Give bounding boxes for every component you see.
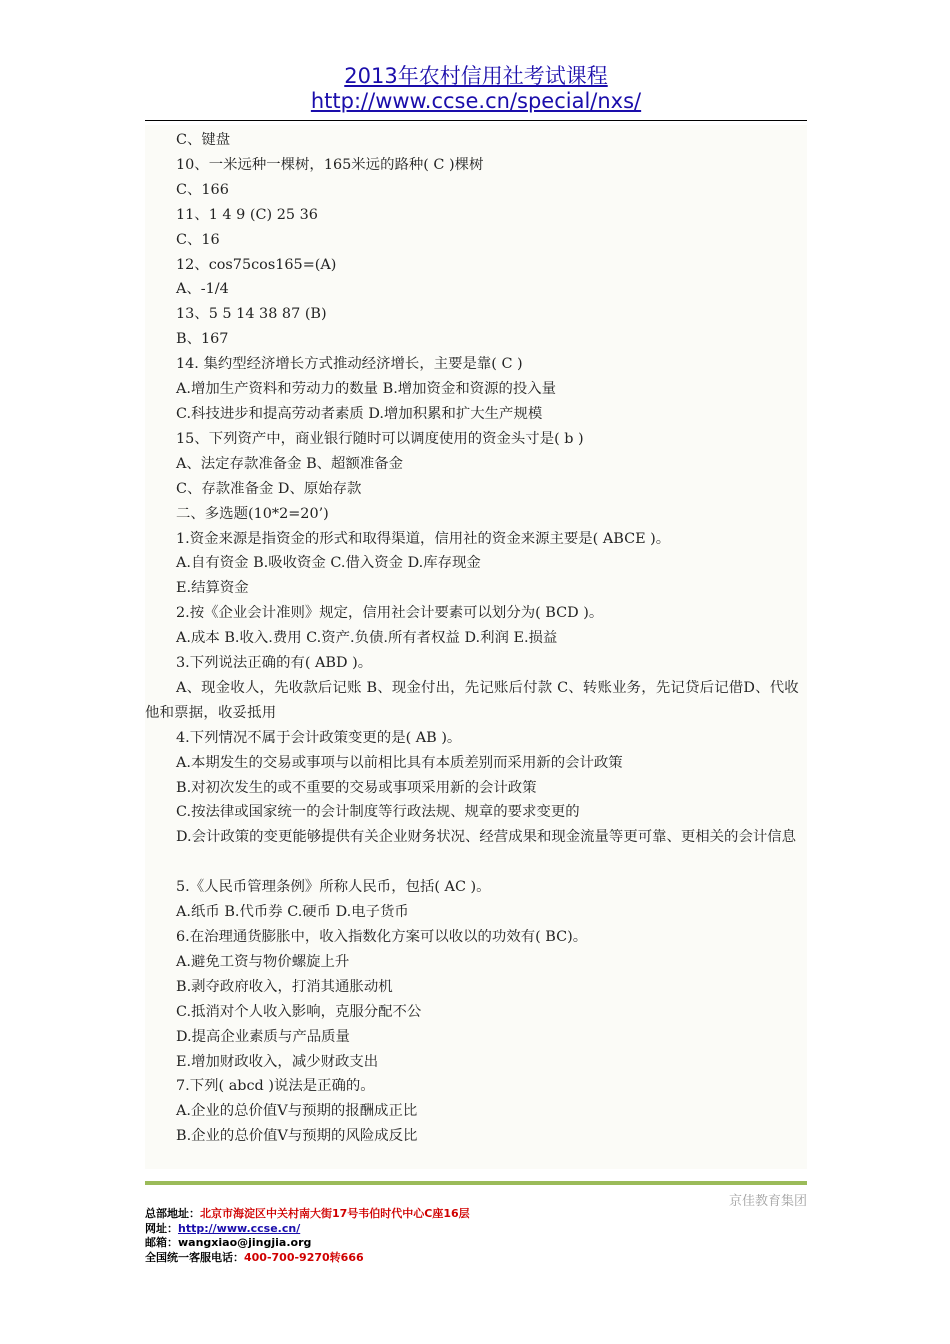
header-title-link[interactable]: 2013年农村信用社考试课程 [344, 64, 608, 88]
footer-website-link[interactable]: http://www.ccse.cn/ [178, 1221, 301, 1235]
footer-address-label: 总部地址： [145, 1207, 200, 1220]
text-line: B.对初次发生的或不重要的交易或事项采用新的会计政策 [176, 779, 537, 796]
text-line: C、166 [176, 181, 229, 198]
text-line: C.按法律或国家统一的会计制度等行政法规、规章的要求变更的 [176, 804, 580, 821]
text-line: C、存款准备金 D、原始存款 [176, 480, 362, 497]
text-line: C.科技进步和提高劳动者素质 D.增加积累和扩大生产规模 [176, 405, 543, 422]
footer-company-name: 京佳教育集团 [728, 1194, 807, 1209]
text-line: 10、一米远种一棵树，165米远的路种( C )棵树 [176, 156, 484, 173]
footer-address-line [145, 1207, 470, 1222]
text-line: A、法定存款准备金 B、超额准备金 [176, 455, 404, 472]
text-line: 1.资金来源是指资金的形式和取得渠道，信用社的资金来源主要是( ABCE )。 [176, 530, 671, 547]
footer-website-line [145, 1222, 470, 1237]
document-body [145, 128, 807, 1149]
text-line: 4.下列情况不属于会计政策变更的是( AB )。 [176, 729, 462, 746]
text-line: B.企业的总价值V与预期的风险成反比 [176, 1128, 418, 1145]
text-line: A.本期发生的交易或事项与以前相比具有本质差别而采用新的会计政策 [176, 754, 623, 771]
text-line: C、16 [176, 231, 220, 248]
footer-contact-info [145, 1207, 470, 1265]
text-line: A、-1/4 [176, 281, 229, 298]
text-line: 7.下列( abcd )说法是正确的。 [176, 1078, 375, 1095]
text-line: A、现金收人，先收款后记账 B、现金付出，先记账后付款 C、转账业务，先记贷后记借D、代收他和票据，收妥抵用 [145, 679, 799, 721]
footer-email-label: 邮箱： [145, 1236, 178, 1249]
text-line: 11、1 4 9 (C) 25 36 [176, 206, 318, 223]
text-line: A.避免工资与物价螺旋上升 [176, 953, 350, 970]
footer-divider [145, 1181, 807, 1185]
text-line: 6.在治理通货膨胀中，收入指数化方案可以收以的功效有( BC)。 [176, 928, 588, 945]
text-line: A.纸币 B.代币券 C.硬币 D.电子货币 [176, 904, 409, 921]
text-line: D.会计政策的变更能够提供有关企业财务状况、经营成果和现金流量等更可靠、更相关的会计信息 [176, 829, 797, 846]
text-line: C.抵消对个人收入影响，克服分配不公 [176, 1003, 422, 1020]
text-line: B、167 [176, 331, 229, 348]
text-line: 15、下列资产中，商业银行随时可以调度使用的资金头寸是( b ) [176, 430, 584, 447]
text-line: 13、5 5 14 38 87 (B) [176, 306, 327, 323]
text-line: C、键盘 [176, 132, 231, 148]
text-line: D.提高企业素质与产品质量 [176, 1028, 350, 1045]
footer-address-value: 北京市海淀区中关村南大街17号韦伯时代中心C座16层 [200, 1207, 470, 1220]
footer-phone-label: 全国统一客服电话： [145, 1250, 244, 1264]
text-line: E.结算资金 [176, 580, 249, 597]
text-line: 5.《人民币管理条例》所称人民币，包括( AC )。 [176, 879, 491, 896]
text-line: A.自有资金 B.吸收资金 C.借入资金 D.库存现金 [176, 555, 481, 572]
blank-line [145, 850, 807, 875]
text-line: A.成本 B.收入.费用 C.资产.负债.所有者权益 D.利润 E.损益 [176, 630, 558, 647]
text-line: 3.下列说法正确的有( ABD )。 [176, 655, 373, 672]
text-line: E.增加财政收入，减少财政支出 [176, 1053, 379, 1070]
text-line: 12、cos75cos165=(A) [176, 256, 337, 273]
text-line: A.增加生产资料和劳动力的数量 B.增加资金和资源的投入量 [176, 381, 557, 398]
footer-phone-line [145, 1251, 470, 1266]
header-divider [145, 120, 807, 121]
text-line: B.剥夺政府收入，打消其通胀动机 [176, 978, 393, 995]
page-header [145, 64, 807, 114]
footer-website-label: 网址： [145, 1221, 178, 1235]
footer-email-value: wangxiao@jingjia.org [178, 1236, 312, 1249]
footer-email-line [145, 1236, 470, 1251]
text-line: 二、多选题(10*2=20’) [176, 505, 329, 522]
header-url-link[interactable]: http://www.ccse.cn/special/nxs/ [310, 89, 642, 113]
footer-phone-value: 400-700-9270转666 [244, 1250, 364, 1264]
text-line: A.企业的总价值V与预期的报酬成正比 [176, 1103, 418, 1120]
text-line: 14. 集约型经济增长方式推动经济增长，主要是靠( C ) [176, 356, 523, 373]
text-line: 2.按《企业会计准则》规定，信用社会计要素可以划分为( BCD )。 [176, 605, 604, 622]
